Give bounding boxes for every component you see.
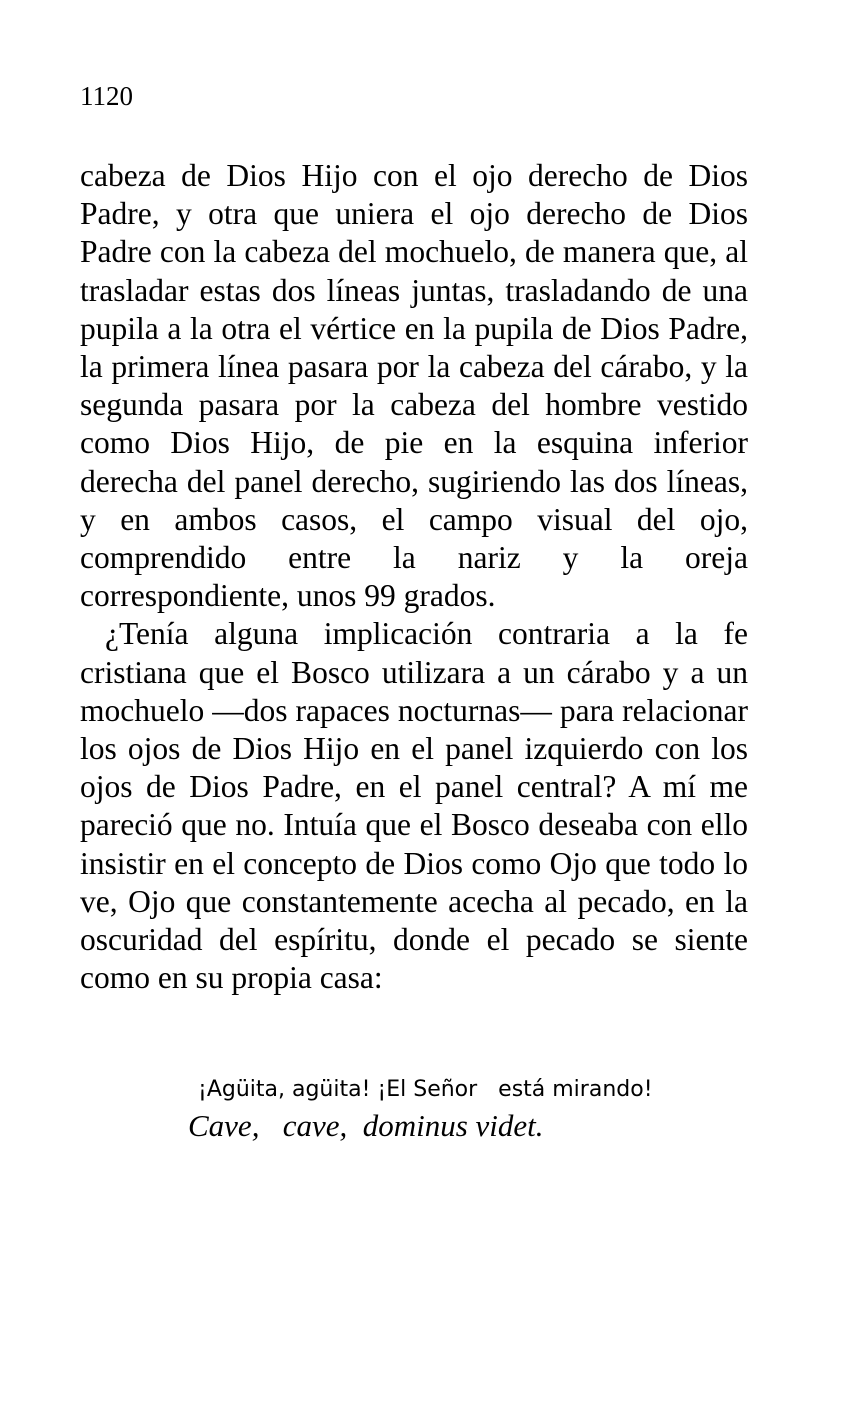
paragraph-question: ¿Tenía alguna implicación contraria a la fe cristiana que el Bosco utilizara a un cárabo y a un mochuelo —dos rapaces nocturnas— para relacionar los ojos de Dios Hijo en el panel izquierdo con los ojos de Dios Padre, en el panel central? A mí me pareció que no. Intuía que el Bosco deseaba con ello insistir en el concepto de Dios como Ojo que todo lo ve, Ojo que constantemente acecha al pecado, en la oscuridad del espíritu, donde el pecado se siente como en su propia casa:	[80, 616, 748, 996]
verse-block	[188, 1076, 748, 1146]
verse-spanish-line: ¡Agüita, agüita! ¡El Señor está mirando!	[198, 1077, 653, 1102]
verse-latin-line: Cave, cave, dominus videt.	[188, 1108, 544, 1143]
body-text	[80, 157, 748, 997]
paragraph-continuation: cabeza de Dios Hijo con el ojo derecho de Dios Padre, y otra que uniera el ojo derecho de Dios Padre con la cabeza del mochuelo, de manera que, al trasladar estas dos líneas juntas, trasladando de una pupila a la otra el vértice en la pupila de Dios Padre, la primera línea pasara por la cabeza del cárabo, y la segunda pasara por la cabeza del hombre vestido como Dios Hijo, de pie en la esquina inferior derecha del panel derecho, sugiriendo las dos líneas, y en ambos casos, el campo visual del ojo, comprendido entre la nariz y la oreja correspondiente, unos 99 grados.	[80, 158, 748, 614]
page-number: 1120	[80, 81, 133, 111]
